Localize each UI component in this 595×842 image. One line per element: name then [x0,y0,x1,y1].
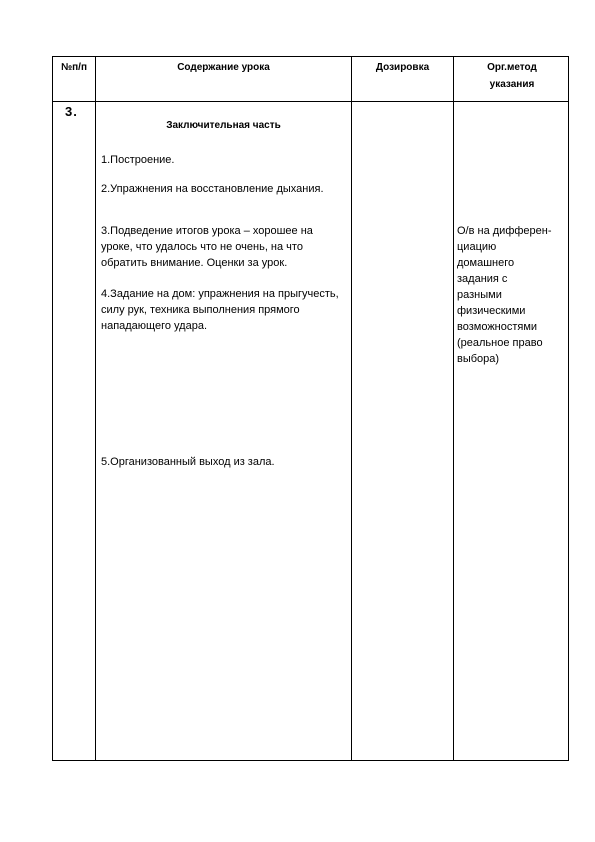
column-divider-2 [351,57,352,760]
row-number: 3. [65,104,78,119]
section-title: Заключительная часть [166,120,281,131]
header-col-method: Орг.метод указания [487,62,537,90]
header-col-number: №п/п [60,62,87,73]
header-col-dosage: Дозировка [375,62,430,73]
list-item-1: 1.Построение. [101,154,175,166]
lesson-table [52,56,569,761]
list-item-3: 3.Подведение итогов урока – хорошее на уроке, что удалось что не очень, на что обратить внимание. Оценки за урок. [101,225,313,269]
header-divider [53,101,568,102]
list-item-5: 5.Организованный выход из зала. [101,456,275,468]
column-divider-3 [453,57,454,760]
list-item-4: 4.Задание на дом: упражнения на прыгучесть, силу рук, техника выполнения прямого нападающего удара. [101,288,339,332]
method-note: О/в на дифферен-циацию домашнего задания с разными физическими возможностями (реальное право выбора) [457,225,552,365]
column-divider-1 [95,57,96,760]
header-col-content: Содержание урока [177,62,270,73]
list-item-2: 2.Упражнения на восстановление дыхания. [101,183,324,195]
